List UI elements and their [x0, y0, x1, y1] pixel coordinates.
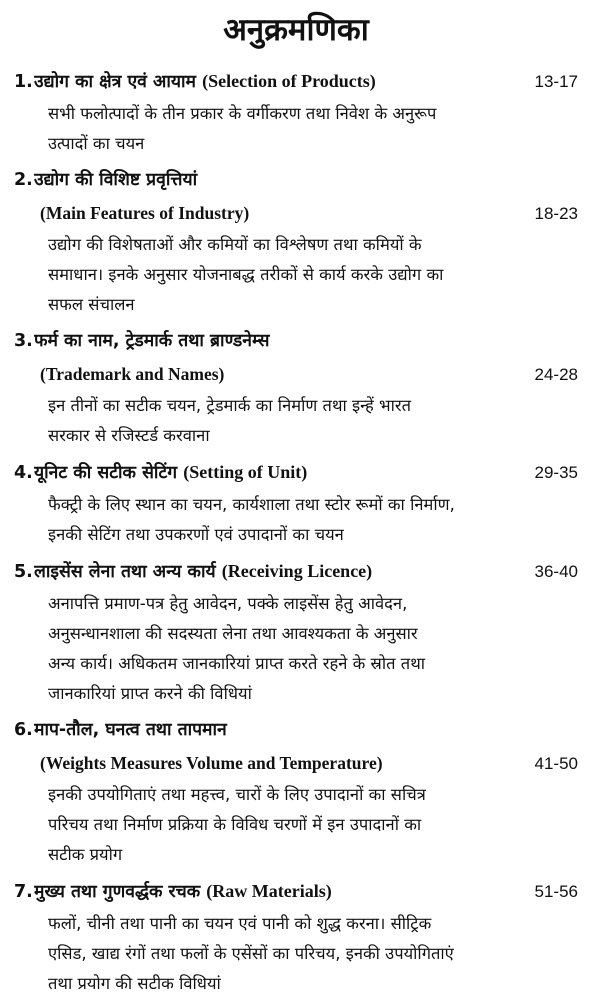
toc-entry-subtitle-english: (Main Features of Industry): [40, 203, 250, 223]
toc-entry-heading: [14, 554, 578, 589]
toc-entry-pages: 36-40: [534, 562, 578, 581]
toc-entry-description-line: उद्योग की विशेषताओं और कमियों का विश्लेषण तथा कमियों के: [48, 235, 422, 254]
toc-entry-heading: [14, 163, 578, 197]
toc-entry-description-line: अनापत्ति प्रमाण-पत्र हेतु आवेदन, पक्के लाइसेंस हेतु आवेदन,: [48, 594, 408, 613]
toc-entry-number: 3.: [14, 331, 33, 351]
toc-entry-number: 4.: [14, 463, 33, 483]
toc-entry-number: 5.: [14, 562, 33, 582]
toc-entry-description-line: अनुसन्धानशाला की सदस्यता लेना तथा आवश्यकता के अनुसार: [48, 624, 418, 643]
toc-entry-description-line: सफल संचालन: [48, 295, 135, 314]
toc-entry-subtitle-row: [14, 747, 578, 780]
toc-entry-description-line: अन्य कार्य। अधिकतम जानकारियां प्राप्त करते रहने के स्रोत तथा: [48, 654, 426, 673]
toc-entry: [14, 455, 578, 550]
toc-entry: [14, 874, 578, 999]
toc-entry-heading: [14, 874, 578, 909]
toc-entry-pages: 13-17: [534, 72, 578, 91]
toc-entry: [14, 163, 578, 320]
toc-entry-description: [14, 391, 578, 451]
toc-entry: [14, 64, 578, 159]
toc-entry-title-hindi: माप-तौल, घनत्व तथा तापमान: [34, 720, 227, 740]
toc-entry-title: [34, 324, 578, 358]
toc-entry-title-hindi: यूनिट की सटीक सेटिंग: [34, 463, 178, 483]
toc-entry-description-line: इनकी उपयोगिताएं तथा महत्त्व, चारों के लिए उपादानों का सचित्र: [48, 785, 426, 804]
toc-entry-description-line: इनकी सेटिंग तथा उपकरणों एवं उपादानों का चयन: [48, 525, 344, 544]
toc-entry-title-hindi: उद्योग का क्षेत्र एवं आयाम: [34, 72, 196, 92]
toc-entry-description-line: इन तीनों का सटीक चयन, ट्रेडमार्क का निर्माण तथा इन्हें भारत: [48, 396, 412, 415]
toc-entry-subtitle-row: [14, 197, 578, 230]
toc-entry-description-line: सरकार से रजिस्टर्ड करवाना: [48, 426, 210, 445]
toc-entry-number: 6.: [14, 720, 33, 740]
toc-entry-heading: [14, 64, 578, 99]
toc-entry-description-line: तथा प्रयोग की सटीक विधियां: [48, 974, 221, 993]
toc-entry-description-line: सभी फलोत्पादों के तीन प्रकार के वर्गीकरण तथा निवेश के अनुरूप: [48, 104, 437, 123]
toc-entry-title-hindi: मुख्य तथा गुणवर्द्धक रचक: [34, 882, 201, 902]
toc-entry: [14, 713, 578, 870]
toc-entry-title: [34, 874, 525, 909]
toc-entry-title-english: (Raw Materials): [206, 881, 332, 901]
toc-entry-title: [34, 554, 525, 589]
toc-entry-pages: 18-23: [534, 204, 578, 223]
toc-entry-description-line: फलों, चीनी तथा पानी का चयन एवं पानी को शुद्ध करना। सीट्रिक: [48, 914, 432, 933]
toc-entry-description-line: समाधान। इनके अनुसार योजनाबद्ध तरीकों से कार्य करके उद्योग का: [48, 265, 444, 284]
toc-entry-title-english: (Receiving Licence): [221, 561, 373, 581]
toc-entry-description-line: फैक्ट्री के लिए स्थान का चयन, कार्यशाला तथा स्टोर रूमों का निर्माण,: [48, 495, 455, 514]
toc-entry-title: [34, 163, 578, 197]
toc-entry-number: 2.: [14, 170, 33, 190]
toc-entry-description: [14, 99, 578, 159]
toc-entry-number: 7.: [14, 882, 33, 902]
toc-entry-description: [14, 230, 578, 320]
toc-entry-description-line: एसिड, खाद्य रंगों तथा फलों के एसेंसों का परिचय, इनकी उपयोगिताएं: [48, 944, 454, 963]
toc-entry-title-hindi: फर्म का नाम, ट्रेडमार्क तथा ब्राण्डनेम्स: [34, 331, 270, 351]
toc-entry-title: [34, 455, 525, 490]
toc-entry-heading: [14, 324, 578, 358]
toc-entry-pages: 51-56: [534, 882, 578, 901]
toc-entry-heading: [14, 455, 578, 490]
toc-entry-description-line: जानकारियां प्राप्त करने की विधियां: [48, 684, 252, 703]
toc-entry-pages: 29-35: [534, 463, 578, 482]
toc-entry-subtitle-row: [14, 358, 578, 391]
toc-list: [14, 64, 578, 999]
toc-entry-description-line: सटीक प्रयोग: [48, 845, 123, 864]
toc-entry: [14, 554, 578, 709]
toc-entry-description: [14, 490, 578, 550]
toc-entry-heading: [14, 713, 578, 747]
toc-entry-title-english: (Selection of Products): [202, 71, 376, 91]
toc-entry-subtitle-english: (Trademark and Names): [40, 364, 225, 384]
toc-entry-description: [14, 780, 578, 870]
toc-entry-subtitle-english: (Weights Measures Volume and Temperature): [40, 753, 383, 773]
toc-entry-description-line: परिचय तथा निर्माण प्रक्रिया के विविध चरणों में इन उपादानों का: [48, 815, 422, 834]
toc-entry-title: [34, 64, 525, 99]
toc-entry-title-hindi: उद्योग की विशिष्ट प्रवृत्तियां: [34, 170, 198, 190]
toc-entry: [14, 324, 578, 451]
toc-entry-pages: 41-50: [534, 754, 578, 773]
toc-entry-title-hindi: लाइसेंस लेना तथा अन्य कार्य: [34, 562, 216, 582]
toc-entry-description: [14, 909, 578, 999]
toc-entry-title: [34, 713, 578, 747]
page-title: अनुक्रमणिका: [223, 12, 369, 48]
toc-entry-number: 1.: [14, 72, 33, 92]
toc-entry-title-english: (Setting of Unit): [183, 462, 308, 482]
toc-entry-description: [14, 589, 578, 709]
toc-entry-description-line: उत्पादों का चयन: [48, 134, 145, 153]
toc-entry-pages: 24-28: [534, 365, 578, 384]
